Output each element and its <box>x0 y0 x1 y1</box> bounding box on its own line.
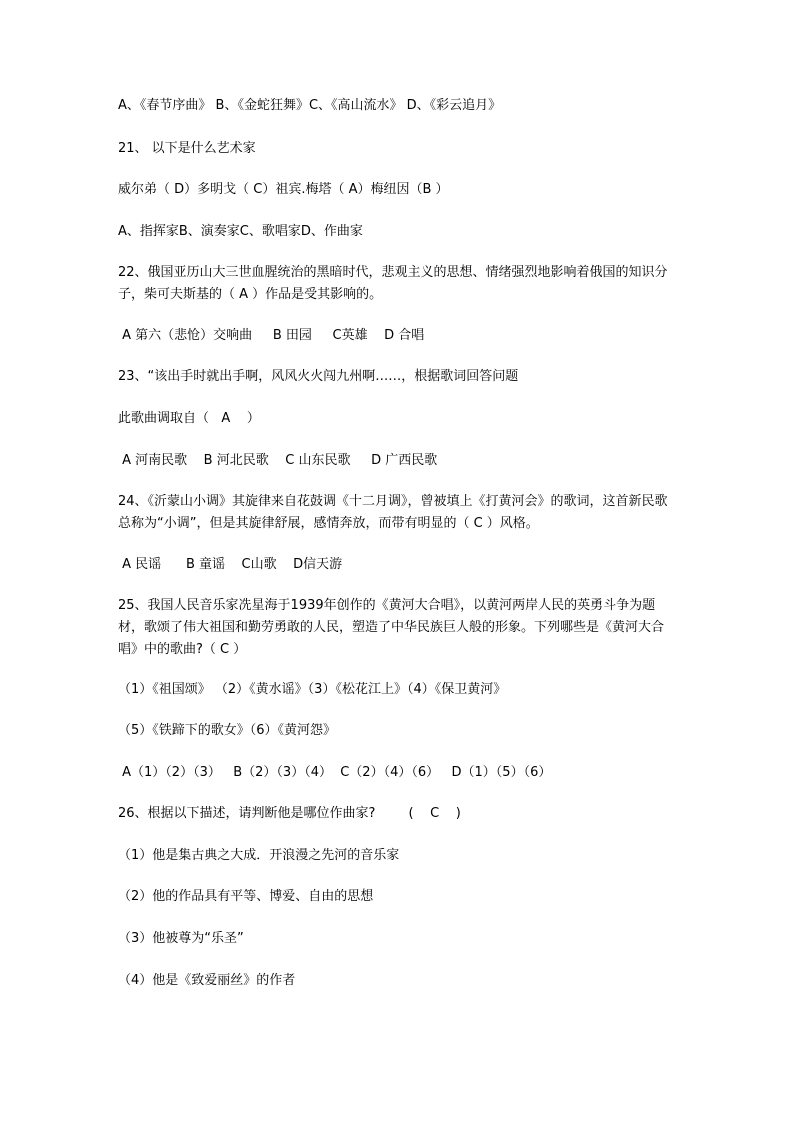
q25-songs-line2: （5）《铁蹄下的歌女》（6）《黄河怨》 <box>118 723 337 738</box>
q20-options: A、《春节序曲》 B、《金蛇狂舞》C、《高山流水》 D、《彩云追月》 <box>118 98 502 113</box>
q22-options: A 第六（悲怆）交响曲 B 田园 C英雄 D 合唱 <box>118 328 425 343</box>
q23-options: A 河南民歌 B 河北民歌 C 山东民歌 D 广西民歌 <box>118 453 438 468</box>
q24-question: 24、《沂蒙山小调》其旋律来自花鼓调《十二月调》，曾被填上《打黄河会》的歌词，这首新民歌总称为“小调”，但是其旋律舒展，感情奔放，而带有明显的（ C ）风格。 <box>118 494 668 531</box>
q25-question: 25、我国人民音乐家冼星海于1939年创作的《黄河大合唱》，以黄河两岸人民的英勇斗争为题材，歌颂了伟大祖国和勤劳勇敢的人民，塑造了中华民族巨人般的形象。下列哪些是《黄河大合唱》中的歌曲?（ C ） <box>118 598 665 657</box>
q25-options: A（1）（2）（3） B（2）（3）（4） C（2）（4）（6） D（1）（5）（6） <box>118 765 552 780</box>
q26-clue-3: （3）他被尊为“乐圣” <box>118 931 244 946</box>
q26-clue-1: （1）他是集古典之大成．开浪漫之先河的音乐家 <box>118 848 400 863</box>
q23-prompt: 此歌曲调取自（ A ） <box>118 411 260 426</box>
q21-options: A、指挥家B、演奏家C、歌唱家D、作曲家 <box>118 224 363 239</box>
q22-question: 22、俄国亚历山大三世血腥统治的黑暗时代，悲观主义的思想、情绪强烈地影响着俄国的知识分子，柴可夫斯基的（ A ）作品是受其影响的。 <box>118 265 668 302</box>
q26-question: 26、根据以下描述，请判断他是哪位作曲家? ( C ) <box>118 806 461 821</box>
q21-matching: 威尔弟（ D）多明戈（ C）祖宾.梅塔（ A）梅纽因（B ） <box>118 182 449 197</box>
q23-question: 23、“该出手时就出手啊，风风火火闯九州啊……，根据歌词回答问题 <box>118 369 519 384</box>
q25-songs-line1: （1）《祖国颂》 （2）《黄水谣》（3）《松花江上》（4）《保卫黄河》 <box>118 682 507 697</box>
q21-question: 21、 以下是什么艺术家 <box>118 141 256 156</box>
q26-clue-2: （2）他的作品具有平等、博爱、自由的思想 <box>118 889 374 904</box>
q24-options: A 民谣 B 童谣 C山歌 D信天游 <box>118 557 343 572</box>
q26-clue-4: （4）他是《致爱丽丝》的作者 <box>118 973 296 988</box>
